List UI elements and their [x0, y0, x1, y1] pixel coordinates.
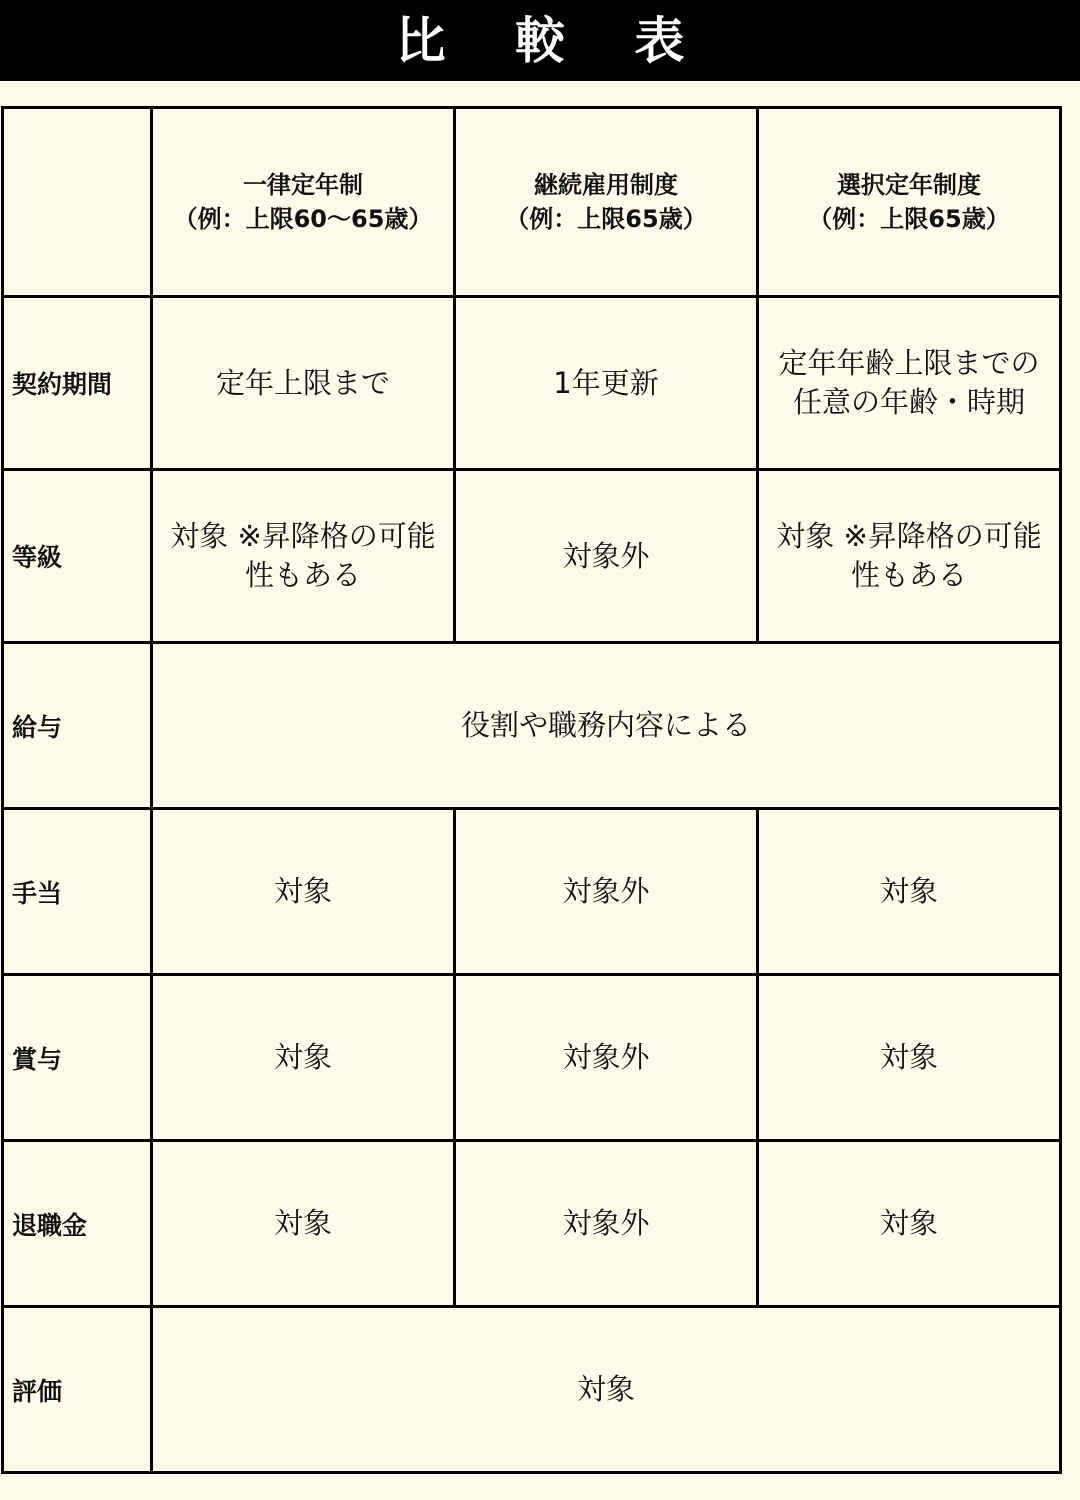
table-cell: 対象 ※昇降格の可能性もある: [152, 470, 455, 643]
table-cell: 対象: [152, 809, 455, 975]
table-row: [3, 643, 1061, 809]
column-header-note: （例：上限65歳）: [505, 205, 707, 233]
row-label: 手当: [3, 809, 152, 975]
table-cell: 1年更新: [455, 297, 758, 470]
table-row: [3, 1141, 1061, 1307]
column-header-note: （例：上限65歳）: [808, 205, 1010, 233]
row-label: 給与: [3, 643, 152, 809]
row-label: 退職金: [3, 1141, 152, 1307]
table-row: [3, 975, 1061, 1141]
row-label: 契約期間: [3, 297, 152, 470]
title-bar: [0, 0, 1080, 81]
corner-cell: [3, 108, 152, 297]
table-cell: 対象: [758, 975, 1061, 1141]
row-label: 賞与: [3, 975, 152, 1141]
table-cell: 定年年齢上限までの任意の年齢・時期: [758, 297, 1061, 470]
header-row: [3, 108, 1061, 297]
table-row: [3, 1307, 1061, 1473]
column-header: [758, 108, 1061, 297]
table-row: [3, 470, 1061, 643]
table-cell: 対象 ※昇降格の可能性もある: [758, 470, 1061, 643]
column-header-name: 一律定年制: [243, 171, 363, 199]
table-cell: 対象: [758, 1141, 1061, 1307]
table-cell: 対象外: [455, 975, 758, 1141]
table-cell-merged: 役割や職務内容による: [152, 643, 1061, 809]
column-header-name: 選択定年制度: [837, 171, 981, 199]
table-cell: 定年上限まで: [152, 297, 455, 470]
column-header-note: （例：上限60〜65歳）: [173, 205, 433, 233]
table-cell-merged: 対象: [152, 1307, 1061, 1473]
table-cell: 対象外: [455, 1141, 758, 1307]
table-row: [3, 297, 1061, 470]
table-row: [3, 809, 1061, 975]
column-header-name: 継続雇用制度: [534, 171, 678, 199]
column-header: [455, 108, 758, 297]
table-cell: 対象外: [455, 809, 758, 975]
table-cell: 対象: [758, 809, 1061, 975]
row-label: 評価: [3, 1307, 152, 1473]
column-header: [152, 108, 455, 297]
comparison-table: [1, 106, 1062, 1474]
row-label: 等級: [3, 470, 152, 643]
table-cell: 対象: [152, 975, 455, 1141]
page-title: 比 較 表: [395, 11, 711, 70]
table-cell: 対象: [152, 1141, 455, 1307]
table-cell: 対象外: [455, 470, 758, 643]
